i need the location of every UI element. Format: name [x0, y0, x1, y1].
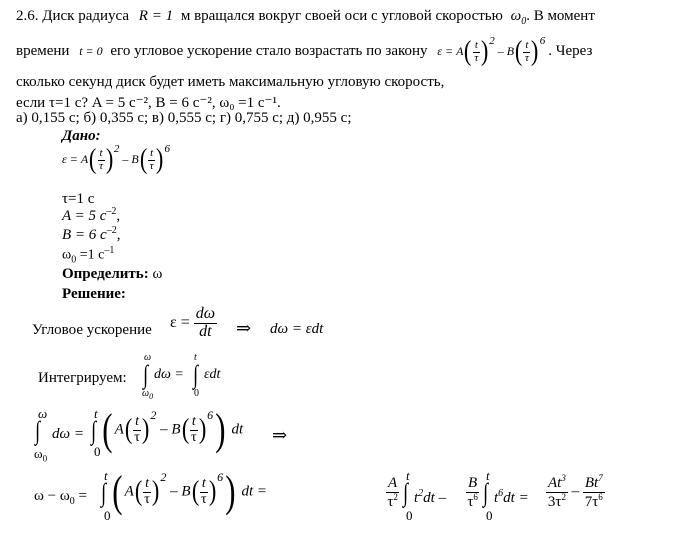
integral-result: $\omega - \omega_0$ = t ∫ 0 ( A( $\frac{t}{\tau}$ )$^2$ – B( $\frac{t}{\tau}$ )$^6$) dt = $\frac{A}{\tau^2}$ t ∫ 0 $t^2dt$ – $\frac{B}{\tau^6}$ t ∫ 0 $t^6dt$ = $\frac{At^3}{3\tau^2}$ – $\frac{Bt^7}{7\tau^6}$ [34, 467, 603, 523]
problem-line-4: если τ=1 с? A = 5 с⁻², B = 6 с⁻², ω₀ =1 с⁻¹. [16, 95, 281, 111]
integrate-label: Интегрируем: [38, 370, 127, 386]
accel-formula: ε = $\frac{d\omega}{dt}$ [170, 305, 216, 340]
given-A: A = 5 $с^{-2}$, [62, 206, 121, 224]
radius-value: R = 1 [138, 8, 174, 24]
answer-options: а) 0,155 с; б) 0,355 с; в) 0,555 с; г) 0,755 с; д) 0,955 с; [16, 110, 352, 126]
given-omega0: $\omega_0 =1$ $с^{-1}$ [62, 245, 115, 266]
solution-title: Решение: [62, 286, 126, 302]
given-title: Дано: [62, 128, 101, 144]
time-zero: t = 0 [79, 43, 103, 58]
accel-label: Угловое ускорение [32, 322, 152, 338]
integral-expanded: ω ∫ $\omega_0$ dω = t ∫ 0 ( A( $\frac{t}{\tau}$ )$^2$ – B( $\frac{t}{\tau}$ )$^6$) dt [34, 405, 244, 464]
law-formula: ε = A( $\frac{t}{\tau}$ )2 – B( $\frac{t}{\tau}$ )6 [437, 34, 546, 67]
problem-line-2: времени t = 0 его угловое ускорение стало возрастать по закону ε = A( $\frac{t}{\tau}$ )2 – B( $\frac{t}{\tau}$ )6 . Через [16, 34, 593, 67]
find-row: Определить: ω [62, 266, 163, 282]
domega-eq: dω = εdt [270, 321, 324, 337]
problem-line-3: сколько секунд диск будет иметь максимальную угловую скорость, [16, 74, 445, 90]
given-law-formula: ε = A( $\frac{t}{\tau}$ )2 – B( $\frac{t}{\tau}$ )6 [62, 142, 170, 175]
implies-arrow-1: ⇒ [236, 318, 252, 338]
implies-arrow-2: ⇒ [272, 425, 288, 445]
integral-1: ω ∫ $\omega_0$ dω = t ∫ 0 εdt [142, 352, 221, 401]
given-B: B = 6 $с^{-2}$, [62, 225, 121, 243]
given-tau: τ=1 с [62, 191, 95, 207]
problem-line-1: 2.6. Диск радиуса R = 1 м вращался вокруг своей оси с угловой скоростью $\omega_0$. В момент [16, 8, 595, 27]
omega0-symbol: $\omega_0$ [510, 8, 527, 27]
